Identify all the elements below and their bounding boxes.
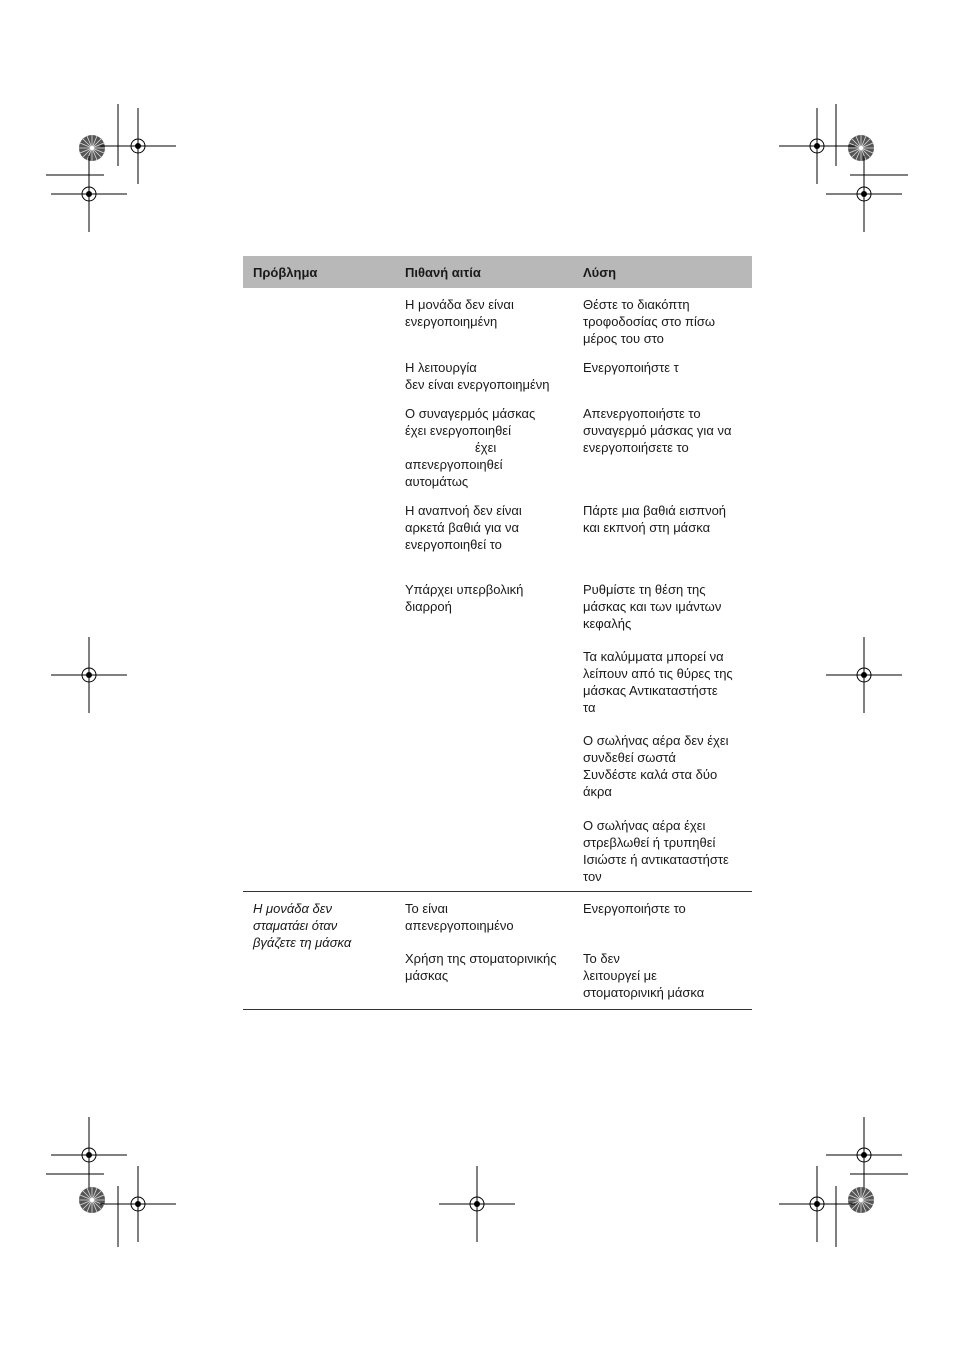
- solution-text: Πάρτε μια βαθιά εισπνοή: [583, 503, 727, 518]
- solution-text: ενεργοποιήσετε το: [583, 440, 689, 455]
- problem-text: Η μονάδα δεν: [253, 901, 332, 916]
- solution-entry: [583, 359, 742, 393]
- header-solution: Λύση: [573, 256, 752, 288]
- cause-text: Το είναι: [405, 901, 448, 916]
- solution-text: μάσκας Αντικαταστήστε: [583, 683, 718, 698]
- cause-text: Υπάρχει υπερβολική: [405, 582, 524, 597]
- solution-text: μέρος του στο: [583, 331, 664, 346]
- solution-entry: [583, 296, 742, 347]
- cause-text: ενεργοποιηθεί το: [405, 537, 502, 552]
- solution-text: άκρα: [583, 784, 612, 799]
- cause-entry: [405, 581, 563, 869]
- cause-entry: [405, 405, 563, 490]
- solution-text: Θέστε το διακόπτη: [583, 297, 690, 312]
- cause-text: ενεργοποιημένη: [405, 314, 498, 329]
- cause-entry: [405, 296, 563, 347]
- problem-text: βγάζετε τη μάσκα: [253, 935, 352, 950]
- solution-text: μάσκας και των ιμάντων: [583, 599, 722, 614]
- solution-text: Ισιώστε ή αντικαταστήστε: [583, 852, 729, 867]
- cause-text: αρκετά βαθιά για να: [405, 520, 520, 535]
- cause-entry: [405, 950, 563, 1001]
- solution-entry: [583, 405, 742, 490]
- solution-cell: [573, 288, 752, 892]
- cause-text: Ο συναγερμός μάσκας: [405, 406, 536, 421]
- cause-text: έχει ενεργοποιηθεί: [405, 423, 511, 438]
- solution-text: τον: [583, 869, 602, 884]
- cause-text: Η μονάδα δεν είναι: [405, 297, 514, 312]
- solution-text: λείπουν από τις θύρες της: [583, 666, 733, 681]
- solution-text: και εκπνοή στη μάσκα: [583, 520, 711, 535]
- solution-text: συναγερμό μάσκας για να: [583, 423, 732, 438]
- solution-text: Ενεργοποιήστε τ: [583, 360, 679, 375]
- cause-cell: [395, 892, 573, 1010]
- solution-text: τα: [583, 700, 596, 715]
- solution-entry: [583, 502, 742, 569]
- table-row: [243, 892, 752, 1010]
- header-problem: Πρόβλημα: [243, 256, 395, 288]
- solution-text: Ενεργοποιήστε το: [583, 901, 686, 916]
- solution-text: λειτουργεί με: [583, 968, 657, 983]
- problem-cell: [243, 288, 395, 892]
- table-header-row: [243, 256, 752, 288]
- cause-text: απενεργοποιημένο: [405, 918, 514, 933]
- solution-text: Ο σωλήνας αέρα δεν έχει: [583, 733, 729, 748]
- solution-entry: [583, 900, 742, 938]
- problem-cell: [243, 892, 395, 1010]
- solution-cell: [573, 892, 752, 1010]
- cause-text: διαρροή: [405, 599, 452, 614]
- header-cause: Πιθανή αιτία: [395, 256, 573, 288]
- solution-text: Το δεν: [583, 951, 620, 966]
- solution-text: Τα καλύμματα μπορεί να: [583, 649, 724, 664]
- cause-cell: [395, 288, 573, 892]
- solution-entry: [583, 581, 742, 636]
- cause-entry: [405, 900, 563, 938]
- solution-entry: [583, 950, 742, 1001]
- solution-entry: [583, 648, 742, 720]
- solution-text: κεφαλής: [583, 616, 632, 631]
- solution-text: Συνδέστε καλά στα δύο: [583, 767, 718, 782]
- table-row: [243, 288, 752, 892]
- cause-text: δεν είναι ενεργοποιημένη: [405, 377, 550, 392]
- cause-text: έχει: [475, 440, 497, 455]
- cause-text: Η αναπνοή δεν είναι: [405, 503, 522, 518]
- cause-text: Η λειτουργία: [405, 360, 477, 375]
- solution-text: συνδεθεί σωστά: [583, 750, 676, 765]
- problem-text: σταματάει όταν: [253, 918, 338, 933]
- solution-text: τροφοδοσίας στο πίσω: [583, 314, 716, 329]
- solution-text: Απενεργοποιήστε το: [583, 406, 701, 421]
- cause-text: αυτομάτως: [405, 474, 469, 489]
- solution-entry: [583, 817, 742, 885]
- solution-entry: [583, 732, 742, 805]
- cause-entry: [405, 359, 563, 393]
- solution-text: Ρυθμίστε τη θέση της: [583, 582, 706, 597]
- solution-text: Ο σωλήνας αέρα έχει: [583, 818, 706, 833]
- cause-text: Χρήση της στοματορινικής: [405, 951, 557, 966]
- cause-entry: [405, 502, 563, 569]
- cause-text: μάσκας: [405, 968, 449, 983]
- solution-text: στοματορινική μάσκα: [583, 985, 705, 1000]
- troubleshooting-table: [243, 256, 752, 1010]
- solution-text: στρεβλωθεί ή τρυπηθεί: [583, 835, 716, 850]
- cause-text: απενεργοποιηθεί: [405, 457, 503, 472]
